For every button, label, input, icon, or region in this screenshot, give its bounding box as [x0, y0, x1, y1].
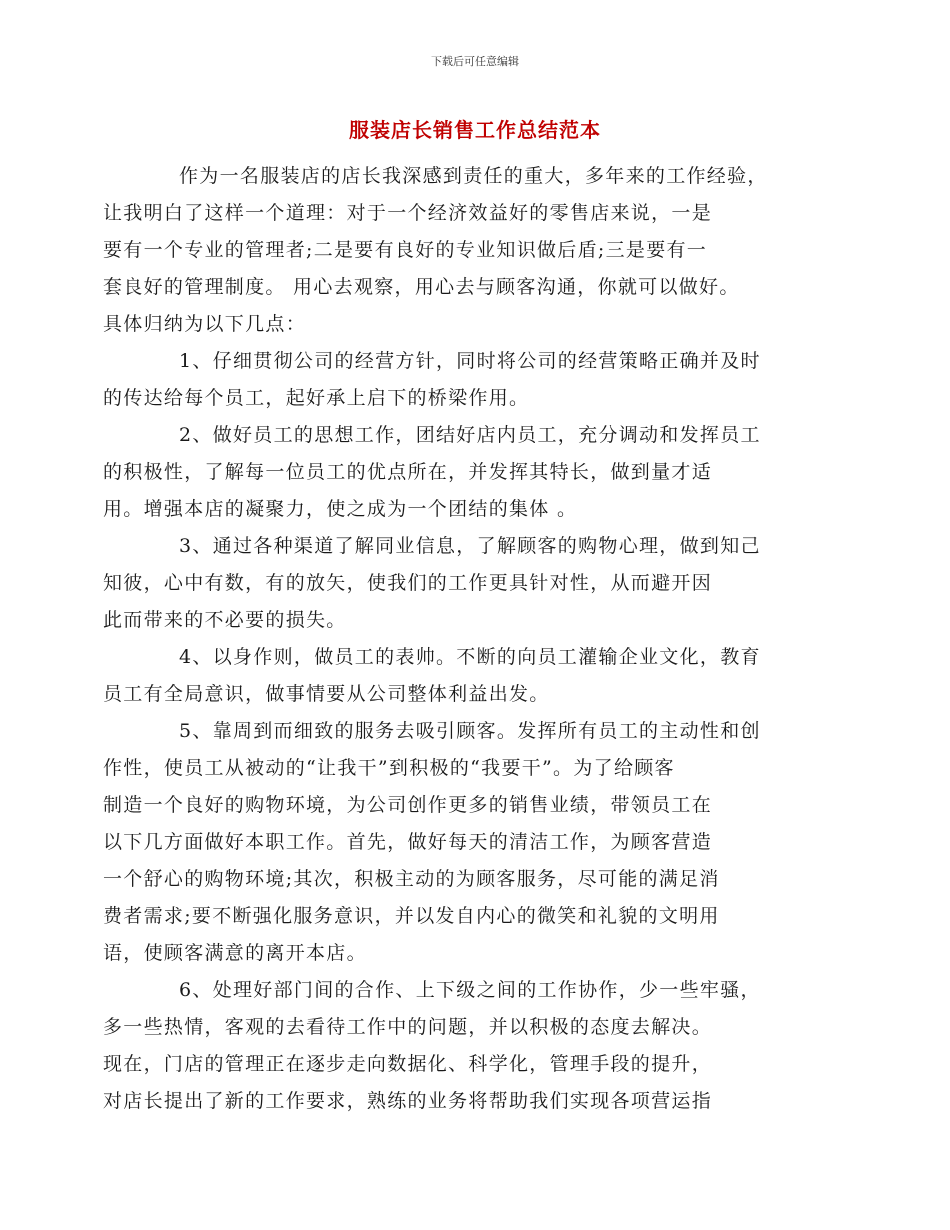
- text-line: 1、仔细贯彻公司的经营方针，同时将公司的经营策略正确并及时: [179, 350, 761, 372]
- text-line: 的积极性，了解每一位员工的优点所在，并发挥其特长，做到量才适: [103, 461, 713, 483]
- text-line: 费者需求;要不断强化服务意识，并以发自内心的微笑和礼貌的文明用: [103, 905, 720, 927]
- text-line: 6、处理好部门间的合作、上下级之间的工作协作，少一些牢骚，: [179, 979, 761, 1001]
- text-line: 此而带来的不必要的损失。: [103, 609, 347, 631]
- text-line: 3、通过各种渠道了解同业信息，了解顾客的购物心理，做到知己: [179, 535, 761, 557]
- paragraph-point-4: [103, 639, 821, 713]
- text-line: 让我明白了这样一个道理：对于一个经济效益好的零售店来说，一是: [103, 202, 713, 224]
- text-line: 员工有全局意识，做事情要从公司整体利益出发。: [103, 683, 550, 705]
- text-line: 的传达给每个员工，起好承上启下的桥梁作用。: [103, 387, 530, 409]
- text-line: 要有一个专业的管理者;二是要有良好的专业知识做后盾;三是要有一: [103, 239, 708, 261]
- text-line: 2、做好员工的思想工作，团结好店内员工，充分调动和发挥员工: [179, 424, 761, 446]
- text-line: 语，使顾客满意的离开本店。: [103, 942, 367, 964]
- paragraph-point-6: [103, 972, 821, 1120]
- paragraph-point-2: [103, 417, 821, 528]
- text-line: 具体归纳为以下几点：: [103, 313, 307, 335]
- text-line: 对店长提出了新的工作要求，熟练的业务将帮助我们实现各项营运指: [103, 1090, 713, 1112]
- text-line: 用。增强本店的凝聚力，使之成为一个团结的集体 。: [103, 498, 578, 520]
- document-title: 服装店长销售工作总结范本: [349, 118, 601, 142]
- text-line: 作性，使员工从被动的“让我干”到积极的“我要干”。为了给顾客: [103, 757, 675, 779]
- header-note: 下载后可任意编辑: [431, 55, 519, 68]
- text-line: 作为一名服装店的店长我深感到责任的重大，多年来的工作经验，: [179, 165, 768, 187]
- text-line: 5、靠周到而细致的服务去吸引顾客。发挥所有员工的主动性和创: [179, 720, 761, 742]
- text-line: 多一些热情，客观的去看待工作中的问题，并以积极的态度去解决。: [103, 1016, 713, 1038]
- document-body: [103, 158, 821, 1120]
- paragraph-intro: [103, 158, 821, 343]
- paragraph-point-5: [103, 713, 821, 972]
- paragraph-point-1: [103, 343, 821, 417]
- text-line: 以下几方面做好本职工作。首先，做好每天的清洁工作，为顾客营造: [103, 831, 713, 853]
- text-line: 一个舒心的购物环境;其次，积极主动的为顾客服务，尽可能的满足消: [103, 868, 720, 890]
- text-line: 4、以身作则，做员工的表帅。不断的向员工灌输企业文化，教育: [179, 646, 761, 668]
- text-line: 制造一个良好的购物环境，为公司创作更多的销售业绩，带领员工在: [103, 794, 713, 816]
- paragraph-point-3: [103, 528, 821, 639]
- text-line: 知彼，心中有数，有的放矢，使我们的工作更具针对性，从而避开因: [103, 572, 713, 594]
- text-line: 套良好的管理制度。 用心去观察，用心去与顾客沟通，你就可以做好。: [103, 276, 740, 298]
- text-line: 现在，门店的管理正在逐步走向数据化、科学化，管理手段的提升，: [103, 1053, 713, 1075]
